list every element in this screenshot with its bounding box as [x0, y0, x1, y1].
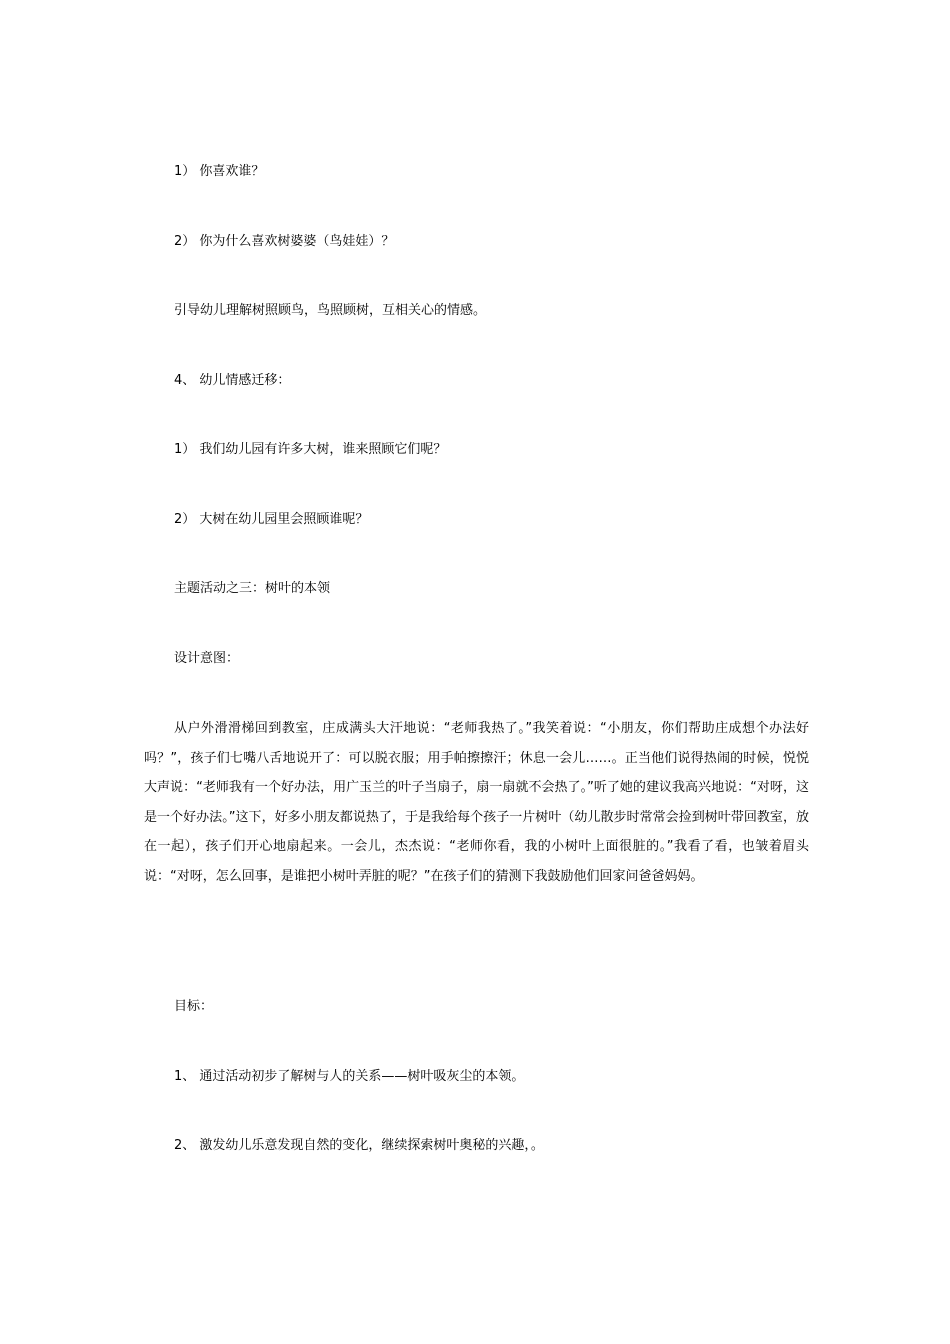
activity-title: 主题活动之三：树叶的本领: [174, 581, 331, 596]
section-emotion-transfer: 4、 幼儿情感迁移：: [174, 373, 291, 388]
goal-item-2: 2、 激发幼儿乐意发现自然的变化，继续探索树叶奥秘的兴趣，。: [174, 1138, 544, 1153]
question-trees-care-whom: 2） 大树在幼儿园里会照顾谁呢？: [174, 512, 369, 527]
question-why-like: 2） 你为什么喜欢树婆婆（鸟娃娃）？: [174, 234, 395, 249]
design-intent-paragraph: 从户外滑滑梯回到教室，庄成满头大汗地说：“老师我热了。”我笑着说：“小朋友，你们帮助庄成想个办法好吗？”，孩子们七嘴八舌地说开了：可以脱衣服；用手帕擦擦汗；休息一会儿……。正当他们说得热闹的时候，悦悦大声说：“老师我有一个好办法，用广玉兰的叶子当扇子，扇一扇就不会热了。”听了她的建议我高兴地说：“对呀，这是一个好办法。”这下，好多小朋友都说热了，于是我给每个孩子一片树叶（幼儿散步时常常会捡到树叶带回教室，放在一起），孩子们开心地扇起来。一会儿，杰杰说：“老师你看，我的小树叶上面很脏的。”我看了看，也皱着眉头说：“对呀，怎么回事，是谁把小树叶弄脏的呢？”在孩子们的猜测下我鼓励他们回家问爸爸妈妈。: [144, 721, 809, 884]
goal-item-1: 1、 通过活动初步了解树与人的关系——树叶吸灰尘的本领。: [174, 1069, 525, 1084]
question-who-do-you-like: 1） 你喜欢谁？: [174, 164, 265, 179]
question-who-cares-trees: 1） 我们幼儿园有许多大树，谁来照顾它们呢？: [174, 442, 447, 457]
goals-heading: 目标：: [174, 999, 214, 1014]
guidance-text: 引导幼儿理解树照顾鸟，鸟照顾树，互相关心的情感。: [174, 303, 487, 318]
design-intent-heading: 设计意图：: [174, 651, 240, 666]
